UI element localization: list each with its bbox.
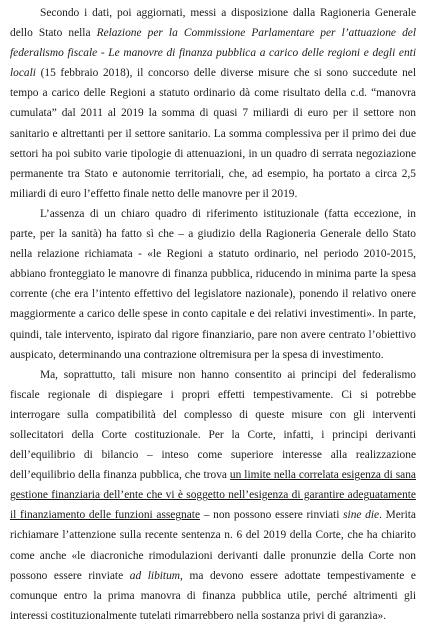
text-run: permanente tra Stato e autonomie territoriali, che, ad esempio, ha portato a circa 2,5 [10, 167, 416, 180]
text-line [10, 606, 416, 626]
text-line [10, 425, 416, 445]
text-run: sollecitatori della Corte costituzionale. Per la Corte, infatti, i principi derivanti [10, 428, 416, 441]
underlined-text: un limite nella correlata esigenza di sana [229, 469, 416, 482]
text-run: miliardi di euro l’effetto finale netto delle manovre per il 2019. [10, 187, 298, 200]
text-run: L’assenza di un chiaro quadro di riferimento istituzionale (fatta eccezione, in [40, 207, 416, 220]
underlined-text: gestione finanziaria dell’ente che vi è soggetto nell’esigenza di garantire adeguatamente [10, 489, 416, 502]
text-line [10, 385, 416, 405]
text-line [10, 365, 416, 385]
text-run: cumulata” dal 2011 al 2019 la somma di quasi 7 miliardi di euro per il settore non [10, 107, 416, 120]
italic-text: ad libitum [129, 569, 181, 582]
text-run: dell’equilibrio della finanza pubblica, che trova [10, 469, 230, 482]
paragraph [10, 365, 416, 626]
text-line [10, 485, 416, 505]
text-line [10, 144, 416, 164]
text-line [10, 83, 416, 103]
text-run: comunque entro la prima manovra di finanza pubblica utile, perché altrimenti gli [10, 589, 416, 602]
text-line [10, 345, 416, 365]
text-run: – non possono essere rinviati [200, 509, 344, 522]
text-line [10, 465, 416, 485]
text-run: parte, per la sanità) ha fatto sì che – a giudizio della Ragioneria Generale dello Stato [10, 228, 416, 241]
text-line [10, 586, 416, 606]
text-run: corrente (che era l’intento effettivo del legislatore nazionale), ponendo il relativo onere [10, 288, 416, 301]
text-line [10, 124, 416, 144]
text-line [10, 445, 416, 465]
text-run: come anche «le diacroniche rimodulazioni derivanti dalle pronunzie della Corte non [10, 549, 416, 562]
text-run: fiscale regionale di dispiegare i propri effetti tempestivamente. Ci si potrebbe [10, 388, 416, 401]
text-run: tempo a carico delle Regioni a statuto ordinario dà come risultato della c.d. “manovra [10, 87, 416, 100]
text-line [10, 505, 416, 525]
text-line [10, 325, 416, 345]
text-line [10, 103, 416, 123]
text-run: maggiormente a carico delle spese in conto capitale e dei relativi investimenti». In parte, [10, 308, 416, 321]
text-run: . Merita [379, 509, 416, 522]
text-run: (15 febbraio 2018), il concorso delle diverse misure che si sono succedute nel [35, 67, 416, 80]
text-line [10, 304, 416, 324]
text-line [10, 546, 416, 566]
italic-text: federalismo fiscale - Le manovre di finanza pubblica a carico delle regioni e degli enti [10, 47, 416, 60]
text-run: abbiano fronteggiato le manovre di finanza pubblica, riducendo in minima parte la spesa [10, 268, 416, 281]
text-line [10, 43, 416, 63]
text-line [10, 244, 416, 264]
text-line [10, 204, 416, 224]
text-run: dello Stato nella [10, 27, 97, 40]
text-line [10, 566, 416, 586]
italic-text: sine die [343, 509, 380, 522]
text-line [10, 264, 416, 284]
paragraph [10, 3, 416, 204]
text-run: possono essere rinviate [10, 569, 130, 582]
document-body [10, 3, 416, 626]
text-run: Ma, soprattutto, tali misure non hanno consentito ai principi del federalismo [40, 368, 416, 381]
text-run: interrogare sulla compatibilità del complesso di queste misure con gli interventi [10, 408, 416, 421]
text-run: auspicato, determinando una contrazione oltremisura per la spesa di investimento. [10, 348, 384, 361]
text-line [10, 284, 416, 304]
text-run: richiamare l’attenzione sulla recente sentenza n. 6 del 2019 della Corte, che ha chiarito [10, 529, 416, 542]
text-line [10, 3, 416, 23]
text-line [10, 164, 416, 184]
text-run: , ma devono essere adottate tempestivamente e [180, 569, 416, 582]
text-run: interessi costituzionalmente tutelati rimarrebbero nella sostanza privi di garanzia». [10, 609, 387, 622]
text-run: quindi, tale intervento, ispirato dal rigore finanziario, pare non avere centrato l’obiettivo [10, 328, 416, 341]
text-line [10, 23, 416, 43]
text-line [10, 405, 416, 425]
text-run: Secondo i dati, poi aggiornati, messi a disposizione dalla Ragioneria Generale [40, 7, 416, 19]
text-line [10, 525, 416, 545]
italic-text: Relazione per la Commissione Parlamentare per l’attuazione del [96, 27, 416, 40]
text-run: nella relazione richiamata - «le Regioni a statuto ordinario, nel periodo 2010-2015, [10, 248, 416, 261]
text-run: settori ha poi subito varie tipologie di attenuazioni, in un quadro di serrata negoziazione [10, 147, 416, 160]
text-line [10, 184, 416, 204]
text-line [10, 63, 416, 83]
text-run: sanitario e altrettanti per il settore sanitario. La somma complessiva per il primo dei due [10, 127, 416, 140]
paragraph [10, 204, 416, 365]
text-run: dell’equilibrio di bilancio – inteso come superiore interesse alla realizzazione [10, 449, 416, 462]
text-line [10, 224, 416, 244]
italic-text: locali [10, 67, 36, 80]
underlined-text: il finanziamento delle funzioni assegnate [10, 509, 201, 522]
